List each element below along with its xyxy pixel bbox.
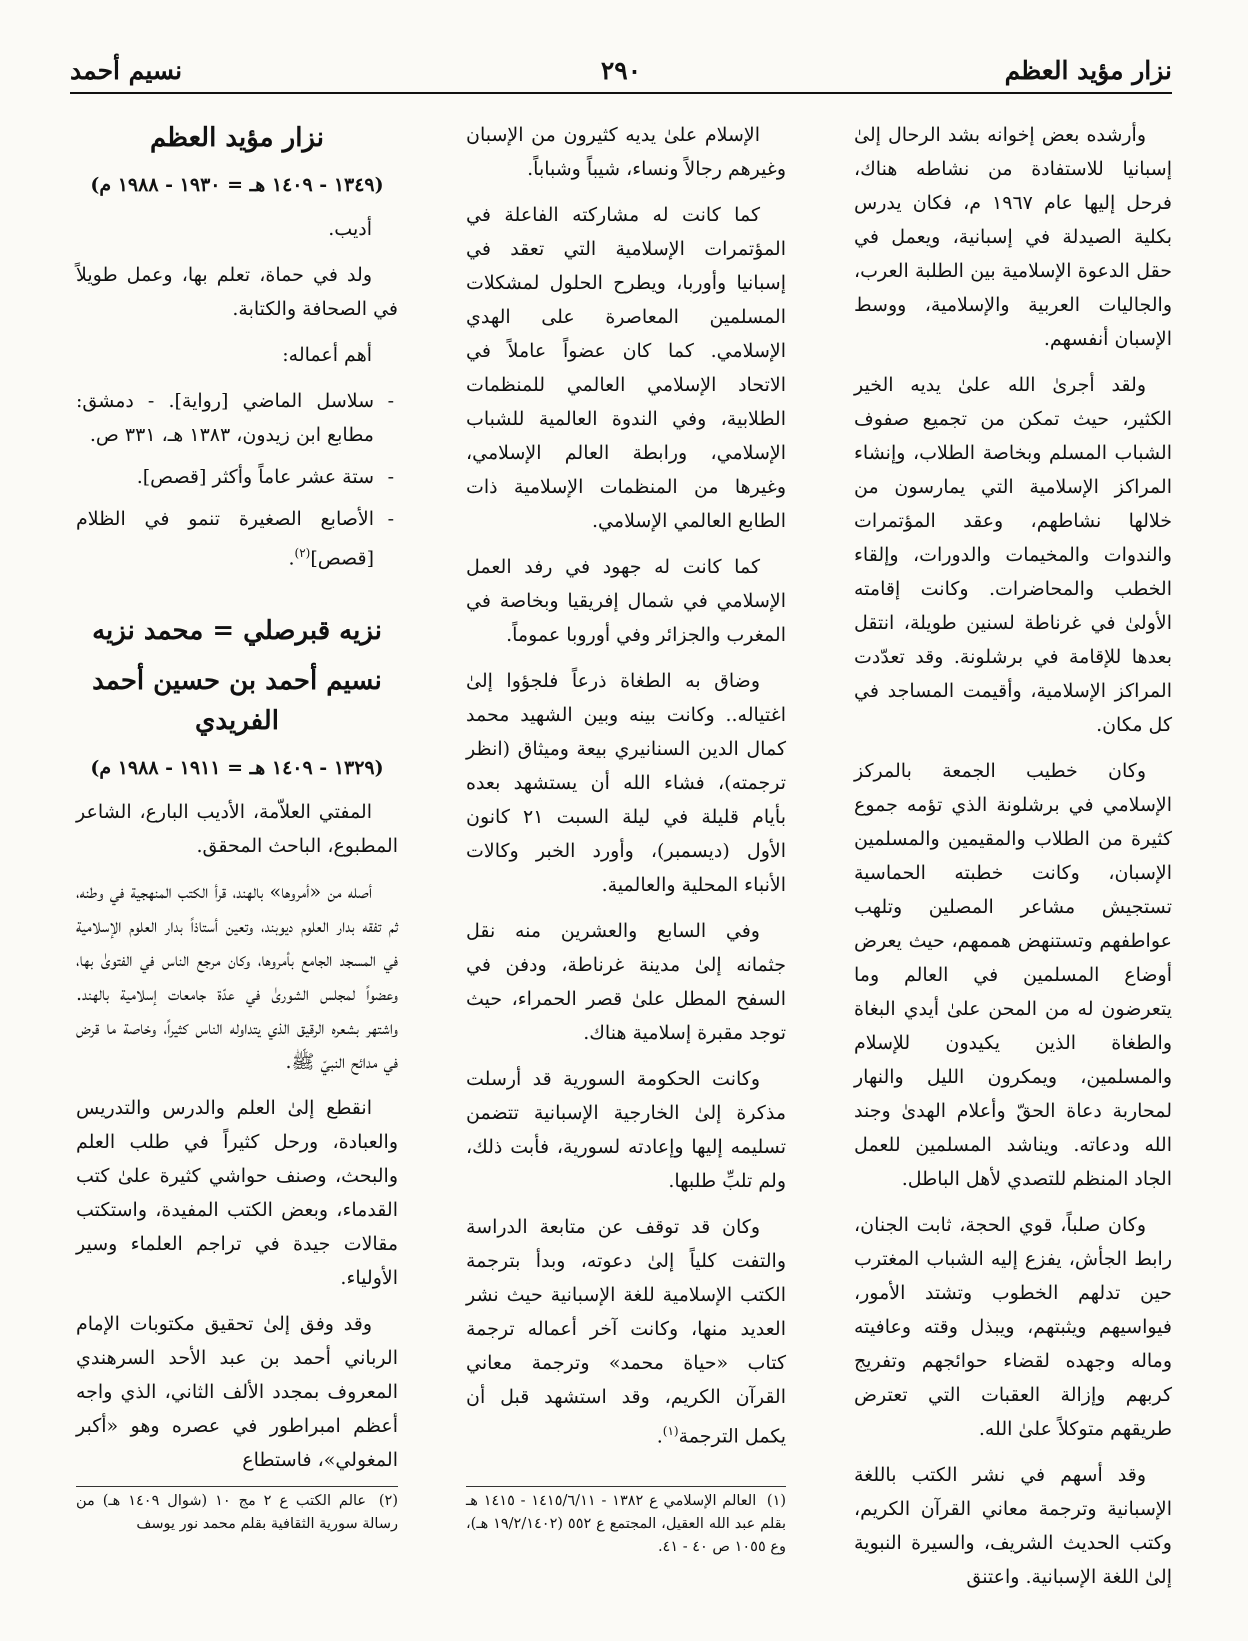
paragraph: وكان صلباً، قوي الحجة، ثابت الجنان، رابط الجأش، يفزع إليه الشباب المغترب حين تدلهم الخطوب وتشتد الأمور، فيواسيهم ويثبتهم، ويبذل وقته وعافيته وماله وجهده لقضاء حوائجهم وتفريج كربهم وإزالة العقبات التي تعترض طريقهم متوكلاً علىٰ الله. bbox=[854, 1214, 1172, 1440]
footnote-1 bbox=[466, 1490, 786, 1559]
running-title-left: نسيم أحمد bbox=[70, 56, 183, 85]
paragraph: انقطع إلىٰ العلم والدرس والتدريس والعبادة، ورحل كثيراً في طلب العلم والبحث، وصنف حواشي كثيرة علىٰ كتب القدماء، وبعض الكتب المفيدة، واستكتب مقالات جيدة في تراجم العلماء وسير الأولياء. bbox=[76, 1097, 398, 1290]
entry-role: أديب. bbox=[328, 218, 372, 240]
paragraph: وقد وفق إلىٰ تحقيق مكتوبات الإمام الرباني أحمد بن عبد الأحد السرهندي المعروف بمجدد الألف الثاني، الذي واجه أعظم امبراطور في عصره وهو «أكبر المغولي»، فاستطاع bbox=[76, 1313, 398, 1472]
entry-dates: (١٣٤٩ - ١٤٠٩ هـ = ١٩٣٠ - ١٩٨٨ م) bbox=[90, 174, 384, 196]
footnote-marker: (١) bbox=[662, 1424, 679, 1438]
footnote-rule bbox=[466, 1486, 786, 1487]
footnote-2 bbox=[76, 1490, 398, 1536]
work-item: - سلاسل الماضي [رواية]. - دمشق: مطابع ابن زيدون، ١٣٨٣ هـ، ٣٣١ ص. bbox=[76, 384, 398, 452]
column-right bbox=[854, 118, 1173, 1588]
works-label: أهم أعماله: bbox=[282, 344, 372, 366]
paragraph: الإسلام علىٰ يديه كثيرون من الإسبان وغيرهم رجالاً ونساء، شيباً وشباباً. bbox=[466, 124, 786, 180]
footnote-text: عالم الكتب ع ٢ مج ١٠ (شوال ١٤٠٩ هـ) من رسالة سورية الثقافية بقلم محمد نور يوسف bbox=[76, 1493, 398, 1532]
paragraph: كما كانت له جهود في رفد العمل الإسلامي في شمال إفريقيا وبخاصة في المغرب والجزائر وفي أوروبا عموماً. bbox=[466, 556, 786, 646]
paragraph: ولقد أجرىٰ الله علىٰ يديه الخير الكثير، حيث تمكن من تجميع صفوف الشباب المسلم وبخاصة الطلاب، وإنشاء المراكز الإسلامية التي يمارسون من خلالها نشاطهم، وعقد المؤتمرات والندوات والمخيمات والدورات، وإلقاء الخطب والمحاضرات. وكانت إقامته الأولىٰ في غرناطة لسنين طويلة، انتقل بعدها للإقامة في برشلونة. وقد تعدّدت المراكز الإسلامية، وأقيمت المساجد في كل مكان. bbox=[854, 374, 1172, 736]
paragraph: وأرشده بعض إخوانه بشد الرحال إلىٰ إسبانيا للاستفادة من نشاطه هناك، فرحل إليها عام ١٩٦٧ م، فكان يدرس بكلية الصيدلة في إسبانية، ويعمل في حقل الدعوة الإسلامية بين الطلبة العرب، والجاليات العربية والإسلامية، ووسط الإسبان أنفسهم. bbox=[854, 124, 1173, 350]
column-left bbox=[76, 118, 398, 1478]
header-rule bbox=[70, 92, 1172, 94]
work-item: - ستة عشر عاماً وأكثر [قصص]. bbox=[76, 460, 398, 494]
paragraph: وكانت الحكومة السورية قد أرسلت مذكرة إلىٰ الخارجية الإسبانية تتضمن تسليمه إليها وإعادته لسورية، فأبت ذلك، ولم تلبِّ طلبها. bbox=[466, 1068, 786, 1192]
paragraph: كما كانت له مشاركته الفاعلة في المؤتمرات الإسلامية التي تعقد في إسبانيا وأوربا، ويطرح الحلول لمشكلات المسلمين المعاصرة على الهدي الإسلامي. كما كان عضواً عاملاً في الاتحاد الإسلامي العالمي للمنظمات الطلابية، وفي الندوة العالمية للشباب الإسلامي، ورابطة العالم الإسلامي، وغيرها من المنظمات الإسلامية ذات الطابع العالمي الإسلامي. bbox=[466, 204, 786, 532]
paragraph: وفي السابع والعشرين منه نقل جثمانه إلىٰ مدينة غرناطة، ودفن في السفح المطل علىٰ قصر الحمراء، حيث توجد مقبرة إسلامية هناك. bbox=[466, 920, 786, 1044]
paragraph: ولد في حماة، تعلم بها، وعمل طويلاً في الصحافة والكتابة. bbox=[76, 264, 398, 320]
paragraph: أصله من «أمروها» بالهند، قرأ الكتب المنهجية في وطنه، ثم تفقه بدار العلوم ديوبند، وتعين أستاذاً بدار العلوم الإسلامية في المسجد الجامع بأمروها، وكان مرجع الناس في الفتوىٰ بها، وعضواً لمجلس الشورىٰ في عدّة جامعات إسلامية بالهند. واشتهر بشعره الرقيق الذي يتداوله الناس كثيراً، وخاصة ما قرض في مدائح النبيّ ﷺ. bbox=[76, 881, 398, 1074]
footnote-text: العالم الإسلامي ع ١٣٨٢ - ١٤١٥/٦/١١ - ١٤١٥ هـ بقلم عبد الله العقيل، المجتمع ع ٥٥٢ (١٩/٢/١٤٠٢ هـ)، وع ١٠٥٥ ص ٤٠ - ٤١. bbox=[466, 1493, 786, 1555]
paragraph-text: وكان قد توقف عن متابعة الدراسة والتفت كلياً إلىٰ دعوته، وبدأ بترجمة الكتب الإسلامية للغة الإسبانية حيث نشر العديد منها، وكانت آخر أعماله ترجمة كتاب «حياة محمد» وترجمة معاني القرآن الكريم، وقد استشهد قبل أن يكمل الترجمة bbox=[466, 1216, 786, 1448]
paragraph: وكان خطيب الجمعة بالمركز الإسلامي في برشلونة الذي تؤمه جموع كثيرة من الطلاب والمقيمين والمسلمين الإسبان، وكانت خطبته الحماسية تستجيش مشاعر المصلين وتلهب عواطفهم وتستنهض هممهم، حيث يعرض أوضاع المسلمين في العالم وما يتعرضون له من المحن علىٰ أيدي البغاة والطغاة الذين يكيدون للإسلام والمسلمين، ويمكرون الليل والنهار لمحاربة دعاة الحقّ وأعلام الهدىٰ وجند الله ودعاته. ويناشد المسلمين للعمل الجاد المنظم للتصدي لأهل الباطل. bbox=[854, 760, 1172, 1190]
entry-dates: (١٣٢٩ - ١٤٠٩ هـ = ١٩١١ - ١٩٨٨ م) bbox=[90, 757, 384, 780]
page-header bbox=[70, 52, 1172, 94]
work-text: الأصابع الصغيرة تنمو في الظلام [قصص] bbox=[76, 508, 374, 570]
work-item: - الأصابع الصغيرة تنمو في الظلام [قصص]$^{(٢)}$. bbox=[76, 502, 398, 575]
entry-title: نزار مؤيد العظم bbox=[149, 123, 325, 153]
footnote-rule bbox=[76, 1486, 398, 1487]
footnote-marker: (٢) bbox=[294, 546, 311, 560]
paragraph: وضاق به الطغاة ذرعاً فلجؤوا إلىٰ اغتياله.. وكانت بينه وبين الشهيد محمد كمال الدين السنانيري بيعة وميثاق (انظر ترجمته)، فشاء الله أن يستشهد بعده بأيام قليلة في ليلة السبت ٢١ كانون الأول (ديسمبر)، وأورد الخبر وكالات الأنباء المحلية والعالمية. bbox=[466, 670, 787, 896]
entry-title: نسيم أحمد بن حسين أحمد الفريدي bbox=[92, 666, 382, 737]
paragraph: وقد أسهم في نشر الكتب باللغة الإسبانية وترجمة معاني القرآن الكريم، وكتب الحديث الشريف، والسيرة النبوية إلىٰ اللغة الإسبانية. واعتنق bbox=[854, 1464, 1172, 1588]
column-middle bbox=[466, 118, 786, 1478]
page-number: ٢٩٠ bbox=[600, 56, 642, 85]
paragraph: وكان قد توقف عن متابعة الدراسة والتفت كلياً إلىٰ دعوته، وبدأ بترجمة الكتب الإسلامية للغة الإسبانية حيث نشر العديد منها، وكانت آخر أعماله ترجمة كتاب «حياة محمد» وترجمة معاني القرآن الكريم، وقد استشهد قبل أن يكمل الترجمة$^{(١)}$. bbox=[466, 1216, 786, 1448]
running-title-right: نزار مؤيد العظم bbox=[1004, 56, 1172, 85]
footnote-number: (٢) bbox=[378, 1493, 399, 1509]
cross-reference: نزيه قبرصلي = محمد نزيه bbox=[92, 616, 382, 647]
footnote-number: (١) bbox=[766, 1493, 787, 1509]
paragraph: المفتي العلاّمة، الأديب البارع، الشاعر المطبوع، الباحث المحقق. bbox=[76, 801, 398, 858]
